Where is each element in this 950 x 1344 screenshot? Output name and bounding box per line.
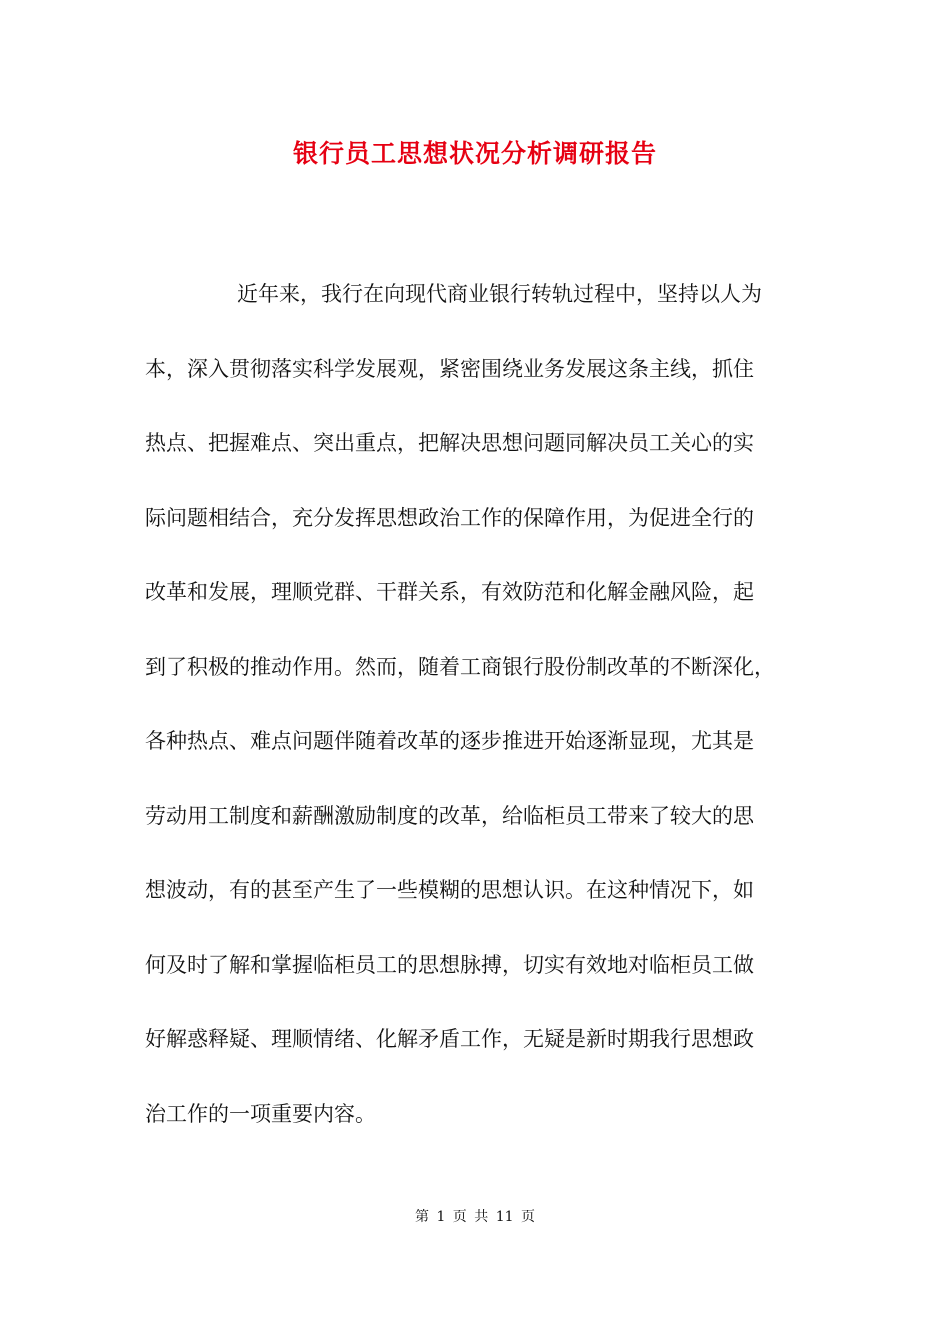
paragraph-line: 际问题相结合，充分发挥思想政治工作的保障作用，为促进全行的 xyxy=(145,505,754,530)
paragraph-line: 热点、把握难点、突出重点，把解决思想问题同解决员工关心的实 xyxy=(145,431,754,455)
page-number-footer: 第 1 页 共 11 页 xyxy=(415,1209,535,1225)
document-title: 银行员工思想状况分析调研报告 xyxy=(292,139,657,168)
paragraph-line: 好解惑释疑、理顺情绪、化解矛盾工作，无疑是新时期我行思想政 xyxy=(145,1027,754,1051)
paragraph-line: 劳动用工制度和薪酬激励制度的改革，给临柜员工带来了较大的思 xyxy=(145,803,754,828)
paragraph-line: 改革和发展，理顺党群、干群关系，有效防范和化解金融风险，起 xyxy=(145,580,754,604)
paragraph-line: 想波动，有的甚至产生了一些模糊的思想认识。在这种情况下，如 xyxy=(145,878,754,902)
paragraph-line: 各种热点、难点问题伴随着改革的逐步推进开始逐渐显现，尤其是 xyxy=(145,729,754,753)
paragraph-line: 本，深入贯彻落实科学发展观，紧密围绕业务发展这条主线，抓住 xyxy=(145,356,754,381)
paragraph-line: 何及时了解和掌握临柜员工的思想脉搏，切实有效地对临柜员工做 xyxy=(145,952,754,977)
paragraph-line: 治工作的一项重要内容。 xyxy=(145,1101,376,1126)
paragraph-line: 到了积极的推动作用。然而，随着工商银行股份制改革的不断深化， xyxy=(145,654,775,679)
body-paragraph xyxy=(145,272,815,1166)
paragraph-line: 近年来，我行在向现代商业银行转轨过程中，坚持以人为 xyxy=(237,282,762,306)
